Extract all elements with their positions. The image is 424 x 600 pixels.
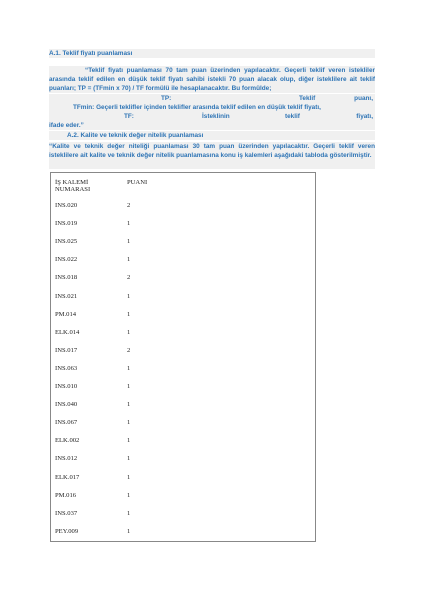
table-row [51,347,315,365]
col1-header-line2: NUMARASI [55,186,91,193]
section-a2-paragraph: “Kalite ve teknik değer niteliği puanlaması 30 tam puan üzerinden yapılacaktır. Geçerli teklif veren isteklilere ait kalite ve teknik değer nitelik puanlamasına konu iş kalemleri aşağıdaki tabloda gösterilmiştir. [49,143,375,159]
ifade-eder-band [49,121,375,130]
item-code: ELK.017 [55,473,80,481]
item-score: 1 [127,292,131,300]
tf-def-c: fiyatı, [356,113,373,120]
item-code: INS.019 [55,220,78,228]
item-score: 1 [127,509,131,517]
item-code: INS.021 [55,292,78,300]
table-row [51,238,315,256]
table-row [51,419,315,437]
score-table [50,172,316,542]
item-code: INS.040 [55,401,78,409]
ifade-eder: ifade eder.” [49,122,84,129]
item-score: 2 [127,346,131,354]
item-code: PEY.009 [55,527,79,535]
item-score: 1 [127,401,131,409]
tp-def-b: puanı, [354,95,373,102]
item-score: 2 [127,202,131,209]
item-score: 1 [127,419,131,427]
item-score: 1 [127,473,131,481]
col1-header [55,179,90,193]
item-code: INS.017 [55,346,78,354]
item-score: 1 [127,310,131,318]
item-code: INS.010 [55,383,78,390]
table-row [51,492,315,510]
tfmin-definition [49,103,375,112]
tf-def-a: İsteklinin [202,113,230,120]
item-code: INS.063 [55,364,78,372]
item-score: 1 [127,238,131,246]
section-a2-title: A.2. Kalite ve teknik değer nitelik puanlaması [67,132,204,139]
section-a2-title-band [49,131,375,140]
table-row [51,274,315,292]
section-a1-title: A.1. Teklif fiyatı puanlaması [49,50,133,57]
item-score: 1 [127,328,131,336]
table-row [51,293,315,311]
table-row [51,329,315,347]
table-row [51,455,315,473]
tp-definition [49,94,375,103]
item-score: 1 [127,383,131,390]
section-a1-paragraph-band [49,66,375,93]
item-score: 2 [127,274,131,282]
tfmin-line: TFmin: Geçerli teklifler içinden teklifler arasında teklif edilen en düşük teklif fiyatı, [73,104,321,111]
section-a1-title-band [49,49,375,58]
table-row [51,311,315,329]
table-row [51,474,315,492]
item-code: INS.025 [55,238,78,246]
item-score: 1 [127,364,131,372]
tf-def-b: teklif [285,113,300,120]
item-code: INS.067 [55,419,78,427]
item-score: 1 [127,491,131,499]
table-row [51,510,315,528]
item-score: 1 [127,220,131,228]
tf-label: TF: [124,113,134,120]
item-code: INS.037 [55,509,78,517]
section-a1-paragraph: “Teklif fiyatı puanlaması 70 tam puan üzerinden yapılacaktır. Geçerli teklif veren istekliler arasında teklif edilen en düşük teklif fiyatı sahibi istekli 70 puan alacak olup, diğer isteklilere ait teklif puanları; TP = (TFmin x 70) / TF formülü ile hesaplanacaktır. Bu formülde; [49,67,375,92]
table-row [51,365,315,383]
col2-header: PUANI [127,179,148,186]
item-score: 1 [127,455,131,463]
table-row [51,401,315,419]
item-score: 1 [127,437,131,445]
item-code: INS.020 [55,202,78,209]
section-a2-paragraph-band [49,142,375,169]
table-row [51,220,315,238]
col1-header-line1: İŞ KALEMİ [55,179,89,186]
tp-def-a: Teklif [299,95,316,102]
item-score: 1 [127,527,131,535]
item-code: INS.012 [55,455,78,463]
table-row [51,383,315,401]
table-row [51,256,315,274]
tf-definition [49,112,375,121]
item-code: PM.014 [55,310,77,318]
tp-label: TP: [161,95,172,102]
item-code: INS.022 [55,256,78,264]
item-code: ELK.002 [55,437,80,445]
item-code: INS.018 [55,274,78,282]
table-row [51,437,315,455]
item-code: ELK.014 [55,328,80,336]
table-row [51,202,315,220]
item-score: 1 [127,256,131,264]
table-row [51,528,315,546]
item-code: PM.016 [55,491,77,499]
